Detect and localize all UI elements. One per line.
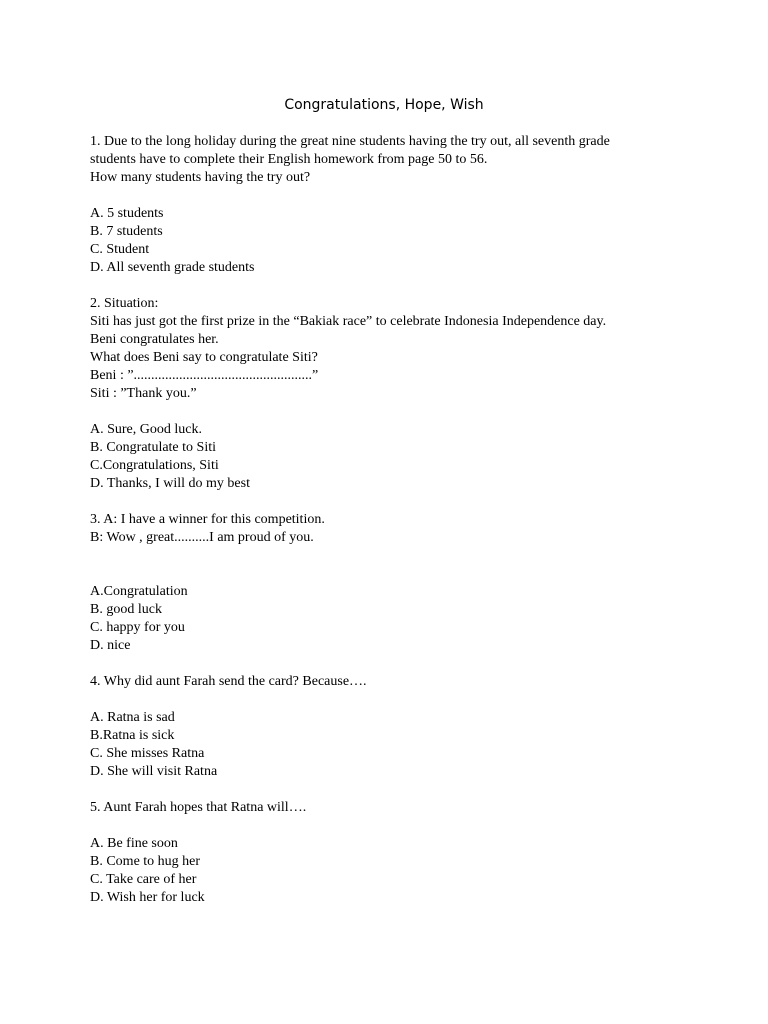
- answer-option: A. 5 students: [90, 206, 164, 221]
- question-3: [90, 511, 690, 655]
- question-text: 2. Situation:: [90, 296, 159, 311]
- answer-option: B.Ratna is sick: [90, 728, 175, 743]
- answer-option: C. Take care of her: [90, 872, 197, 887]
- answer-option: A. Ratna is sad: [90, 710, 175, 725]
- answer-option: A. Be fine soon: [90, 836, 178, 851]
- question-text: 5. Aunt Farah hopes that Ratna will….: [90, 800, 307, 815]
- question-text: B: Wow , great..........I am proud of you.: [90, 530, 314, 545]
- answer-option: D. nice: [90, 638, 131, 653]
- question-text: 4. Why did aunt Farah send the card? Because….: [90, 674, 367, 689]
- question-text: Beni congratulates her.: [90, 332, 219, 347]
- question-text: students have to complete their English homework from page 50 to 56.: [90, 152, 488, 167]
- answer-option: A.Congratulation: [90, 584, 188, 599]
- answer-option: B. Congratulate to Siti: [90, 440, 216, 455]
- question-text: What does Beni say to congratulate Siti?: [90, 350, 318, 365]
- question-4: [90, 673, 690, 781]
- page-title: Congratulations, Hope, Wish: [284, 97, 484, 113]
- question-2: [90, 295, 690, 493]
- answer-option: D. She will visit Ratna: [90, 764, 218, 779]
- answer-option: B. Come to hug her: [90, 854, 201, 869]
- question-text: Beni : ”...................................................”: [90, 368, 319, 383]
- answer-option: C. happy for you: [90, 620, 185, 635]
- question-1: [90, 133, 690, 277]
- question-list: [90, 133, 690, 907]
- answer-option: D. Thanks, I will do my best: [90, 476, 250, 491]
- question-5: [90, 799, 690, 907]
- answer-option: D. All seventh grade students: [90, 260, 255, 275]
- answer-option: C.Congratulations, Siti: [90, 458, 219, 473]
- question-text: 1. Due to the long holiday during the great nine students having the try out, all seventh grade: [90, 134, 610, 149]
- question-text: 3. A: I have a winner for this competition.: [90, 512, 325, 527]
- answer-option: C. Student: [90, 242, 150, 257]
- question-text: How many students having the try out?: [90, 170, 311, 185]
- answer-option: B. good luck: [90, 602, 162, 617]
- answer-option: B. 7 students: [90, 224, 163, 239]
- answer-option: A. Sure, Good luck.: [90, 422, 202, 437]
- question-text: Siti has just got the first prize in the “Bakiak race” to celebrate Indonesia Independence day.: [90, 314, 607, 329]
- answer-option: C. She misses Ratna: [90, 746, 205, 761]
- question-text: Siti : ”Thank you.”: [90, 386, 197, 401]
- answer-option: D. Wish her for luck: [90, 890, 205, 905]
